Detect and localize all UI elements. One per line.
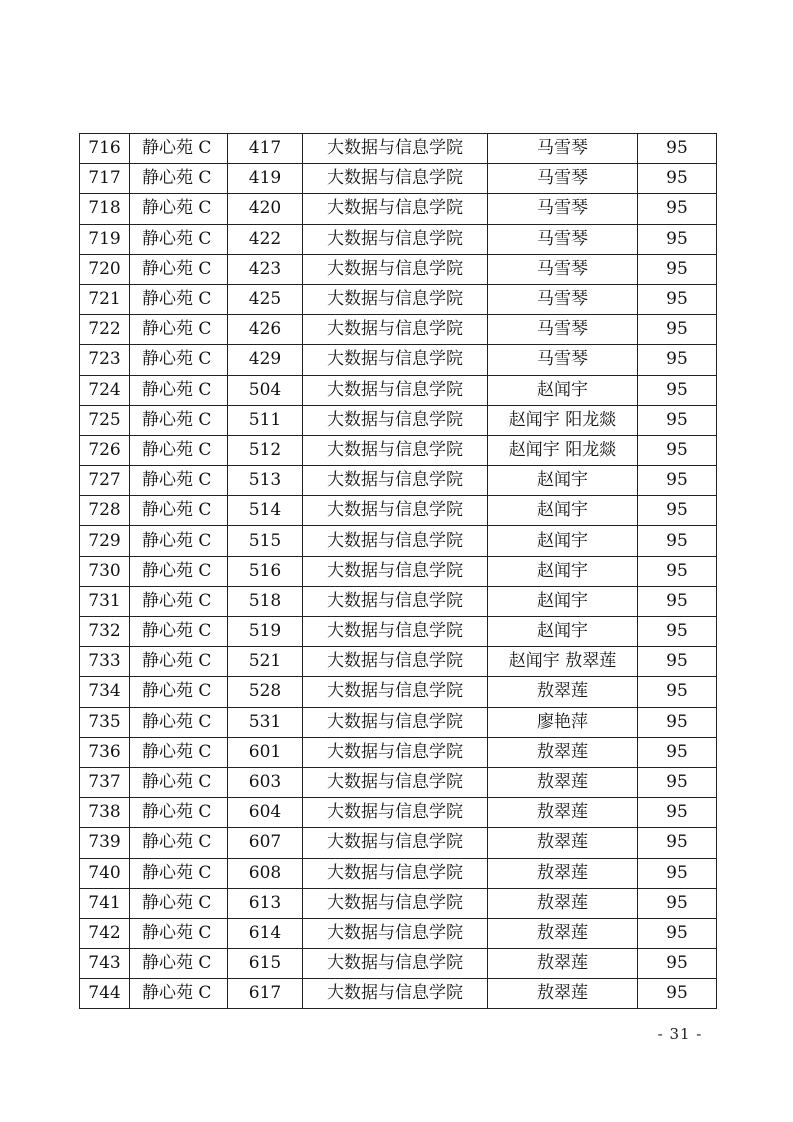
room-cell: 426 [228,315,303,345]
table-row [80,617,717,647]
table-row [80,466,717,496]
building-cell: 静心苑 C [130,677,228,707]
person-cell: 赵闻宇 阳龙燚 [488,435,638,465]
score-cell: 95 [638,405,717,435]
building-cell: 静心苑 C [130,526,228,556]
building-cell: 静心苑 C [130,888,228,918]
college-cell: 大数据与信息学院 [303,918,488,948]
row-number-cell: 716 [80,134,130,164]
score-cell: 95 [638,828,717,858]
row-number-cell: 727 [80,466,130,496]
person-cell: 赵闻宇 [488,466,638,496]
college-cell: 大数据与信息学院 [303,164,488,194]
room-cell: 614 [228,918,303,948]
person-cell: 敖翠莲 [488,798,638,828]
room-cell: 613 [228,888,303,918]
score-cell: 95 [638,949,717,979]
score-cell: 95 [638,707,717,737]
person-cell: 敖翠莲 [488,737,638,767]
building-cell: 静心苑 C [130,435,228,465]
building-cell: 静心苑 C [130,315,228,345]
row-number-cell: 741 [80,888,130,918]
score-cell: 95 [638,254,717,284]
score-cell: 95 [638,526,717,556]
row-number-cell: 724 [80,375,130,405]
room-cell: 531 [228,707,303,737]
score-cell: 95 [638,586,717,616]
table-row [80,194,717,224]
person-cell: 敖翠莲 [488,767,638,797]
room-cell: 511 [228,405,303,435]
college-cell: 大数据与信息学院 [303,586,488,616]
college-cell: 大数据与信息学院 [303,405,488,435]
row-number-cell: 742 [80,918,130,948]
person-cell: 赵闻宇 [488,556,638,586]
building-cell: 静心苑 C [130,737,228,767]
row-number-cell: 743 [80,949,130,979]
building-cell: 静心苑 C [130,496,228,526]
college-cell: 大数据与信息学院 [303,767,488,797]
score-cell: 95 [638,224,717,254]
person-cell: 马雪琴 [488,194,638,224]
college-cell: 大数据与信息学院 [303,375,488,405]
row-number-cell: 719 [80,224,130,254]
college-cell: 大数据与信息学院 [303,556,488,586]
person-cell: 敖翠莲 [488,888,638,918]
person-cell: 敖翠莲 [488,828,638,858]
score-cell: 95 [638,435,717,465]
person-cell: 马雪琴 [488,254,638,284]
table-row [80,496,717,526]
room-cell: 516 [228,556,303,586]
building-cell: 静心苑 C [130,345,228,375]
building-cell: 静心苑 C [130,918,228,948]
person-cell: 马雪琴 [488,284,638,314]
person-cell: 廖艳萍 [488,707,638,737]
table-row [80,677,717,707]
table-row [80,284,717,314]
college-cell: 大数据与信息学院 [303,315,488,345]
room-cell: 417 [228,134,303,164]
row-number-cell: 735 [80,707,130,737]
score-cell: 95 [638,284,717,314]
table-row [80,526,717,556]
college-cell: 大数据与信息学院 [303,134,488,164]
table-row [80,737,717,767]
row-number-cell: 732 [80,617,130,647]
score-cell: 95 [638,918,717,948]
building-cell: 静心苑 C [130,254,228,284]
table-row [80,345,717,375]
college-cell: 大数据与信息学院 [303,858,488,888]
row-number-cell: 740 [80,858,130,888]
building-cell: 静心苑 C [130,405,228,435]
table-row [80,224,717,254]
row-number-cell: 722 [80,315,130,345]
row-number-cell: 736 [80,737,130,767]
building-cell: 静心苑 C [130,134,228,164]
person-cell: 赵闻宇 [488,586,638,616]
score-cell: 95 [638,767,717,797]
score-cell: 95 [638,798,717,828]
college-cell: 大数据与信息学院 [303,254,488,284]
building-cell: 静心苑 C [130,194,228,224]
score-cell: 95 [638,194,717,224]
room-cell: 601 [228,737,303,767]
room-cell: 512 [228,435,303,465]
row-number-cell: 733 [80,647,130,677]
row-number-cell: 730 [80,556,130,586]
table-row [80,647,717,677]
college-cell: 大数据与信息学院 [303,828,488,858]
row-number-cell: 739 [80,828,130,858]
building-cell: 静心苑 C [130,586,228,616]
table-row [80,405,717,435]
table-row [80,828,717,858]
row-number-cell: 734 [80,677,130,707]
person-cell: 马雪琴 [488,224,638,254]
person-cell: 赵闻宇 [488,617,638,647]
score-cell: 95 [638,617,717,647]
row-number-cell: 737 [80,767,130,797]
row-number-cell: 726 [80,435,130,465]
table-row [80,798,717,828]
row-number-cell: 729 [80,526,130,556]
building-cell: 静心苑 C [130,798,228,828]
building-cell: 静心苑 C [130,949,228,979]
row-number-cell: 731 [80,586,130,616]
person-cell: 敖翠莲 [488,979,638,1009]
college-cell: 大数据与信息学院 [303,888,488,918]
person-cell: 赵闻宇 阳龙燚 [488,405,638,435]
row-number-cell: 723 [80,345,130,375]
dormitory-score-table [79,133,717,1009]
college-cell: 大数据与信息学院 [303,979,488,1009]
building-cell: 静心苑 C [130,224,228,254]
table-row [80,767,717,797]
table-row [80,134,717,164]
person-cell: 敖翠莲 [488,949,638,979]
table-row [80,375,717,405]
person-cell: 马雪琴 [488,315,638,345]
building-cell: 静心苑 C [130,979,228,1009]
score-cell: 95 [638,315,717,345]
room-cell: 615 [228,949,303,979]
room-cell: 604 [228,798,303,828]
person-cell: 马雪琴 [488,134,638,164]
college-cell: 大数据与信息学院 [303,496,488,526]
college-cell: 大数据与信息学院 [303,345,488,375]
table-row [80,949,717,979]
table-row [80,164,717,194]
row-number-cell: 725 [80,405,130,435]
room-cell: 425 [228,284,303,314]
room-cell: 429 [228,345,303,375]
room-cell: 420 [228,194,303,224]
building-cell: 静心苑 C [130,284,228,314]
building-cell: 静心苑 C [130,466,228,496]
building-cell: 静心苑 C [130,375,228,405]
college-cell: 大数据与信息学院 [303,284,488,314]
row-number-cell: 720 [80,254,130,284]
table-row [80,888,717,918]
table-row [80,254,717,284]
table-row [80,918,717,948]
row-number-cell: 717 [80,164,130,194]
row-number-cell: 718 [80,194,130,224]
room-cell: 519 [228,617,303,647]
college-cell: 大数据与信息学院 [303,194,488,224]
table-row [80,315,717,345]
room-cell: 617 [228,979,303,1009]
building-cell: 静心苑 C [130,828,228,858]
row-number-cell: 744 [80,979,130,1009]
person-cell: 赵闻宇 [488,496,638,526]
score-cell: 95 [638,164,717,194]
person-cell: 赵闻宇 敖翠莲 [488,647,638,677]
room-cell: 515 [228,526,303,556]
row-number-cell: 721 [80,284,130,314]
college-cell: 大数据与信息学院 [303,224,488,254]
building-cell: 静心苑 C [130,617,228,647]
person-cell: 敖翠莲 [488,858,638,888]
room-cell: 528 [228,677,303,707]
room-cell: 514 [228,496,303,526]
person-cell: 马雪琴 [488,164,638,194]
score-cell: 95 [638,496,717,526]
room-cell: 608 [228,858,303,888]
score-cell: 95 [638,677,717,707]
room-cell: 603 [228,767,303,797]
score-cell: 95 [638,647,717,677]
score-cell: 95 [638,888,717,918]
college-cell: 大数据与信息学院 [303,526,488,556]
room-cell: 422 [228,224,303,254]
building-cell: 静心苑 C [130,164,228,194]
room-cell: 513 [228,466,303,496]
table-row [80,979,717,1009]
score-cell: 95 [638,375,717,405]
college-cell: 大数据与信息学院 [303,677,488,707]
room-cell: 423 [228,254,303,284]
building-cell: 静心苑 C [130,767,228,797]
college-cell: 大数据与信息学院 [303,647,488,677]
college-cell: 大数据与信息学院 [303,435,488,465]
room-cell: 518 [228,586,303,616]
row-number-cell: 738 [80,798,130,828]
page-number: - 31 - [657,1025,703,1043]
college-cell: 大数据与信息学院 [303,466,488,496]
score-cell: 95 [638,737,717,767]
college-cell: 大数据与信息学院 [303,798,488,828]
score-cell: 95 [638,556,717,586]
person-cell: 敖翠莲 [488,677,638,707]
table-row [80,435,717,465]
building-cell: 静心苑 C [130,707,228,737]
college-cell: 大数据与信息学院 [303,617,488,647]
person-cell: 赵闻宇 [488,526,638,556]
building-cell: 静心苑 C [130,647,228,677]
college-cell: 大数据与信息学院 [303,707,488,737]
room-cell: 607 [228,828,303,858]
room-cell: 419 [228,164,303,194]
score-cell: 95 [638,858,717,888]
college-cell: 大数据与信息学院 [303,949,488,979]
score-cell: 95 [638,134,717,164]
score-cell: 95 [638,466,717,496]
table-row [80,586,717,616]
person-cell: 赵闻宇 [488,375,638,405]
score-cell: 95 [638,345,717,375]
table-body [80,134,717,1009]
score-cell: 95 [638,979,717,1009]
person-cell: 敖翠莲 [488,918,638,948]
table-row [80,858,717,888]
person-cell: 马雪琴 [488,345,638,375]
college-cell: 大数据与信息学院 [303,737,488,767]
room-cell: 521 [228,647,303,677]
building-cell: 静心苑 C [130,858,228,888]
row-number-cell: 728 [80,496,130,526]
building-cell: 静心苑 C [130,556,228,586]
table-row [80,556,717,586]
room-cell: 504 [228,375,303,405]
table-row [80,707,717,737]
